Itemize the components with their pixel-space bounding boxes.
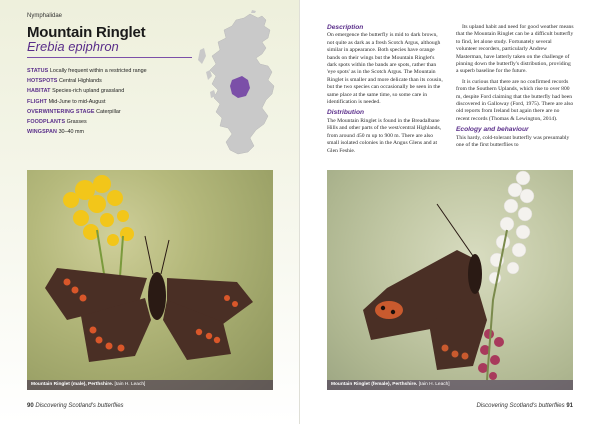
text-column-2 xyxy=(456,24,574,153)
paragraph-ecology: This hardy, cold-tolerant butterfly was presumably one of the first butterflies to xyxy=(456,134,570,149)
page-footer-right xyxy=(476,403,573,409)
fact-status: STATUS Locally frequent within a restricted range xyxy=(27,68,147,74)
hebrides-island xyxy=(198,48,206,64)
heading-ecology: Ecology and behaviour xyxy=(456,126,529,134)
text-column-1 xyxy=(327,24,445,158)
butterfly-female-illustration xyxy=(327,170,573,390)
antenna xyxy=(437,204,473,256)
paragraph-distribution: The Mountain Ringlet is found in the Breadalbane Hills and other parts of the west/central Highlands, from around 450 m up to 900 m. There are also small isolated colonies in the Angus Glens and at Glen Feshie. xyxy=(327,117,442,154)
family-name: Nymphalidae xyxy=(27,13,63,19)
skye-island xyxy=(206,70,212,80)
butterfly-male-illustration xyxy=(27,170,273,390)
species-common-name: Mountain Ringlet xyxy=(27,24,146,41)
running-title-left: Discovering Scotland's butterflies xyxy=(35,403,124,409)
scotland-distribution-map xyxy=(192,10,290,160)
butterfly-body xyxy=(468,254,482,294)
antennae xyxy=(145,236,169,274)
species-latin-name: Erebia epiphron xyxy=(27,39,119,54)
butterfly-body xyxy=(148,272,166,320)
fact-foodplants: FOODPLANTS Grasses xyxy=(27,119,87,126)
photo-female-butterfly xyxy=(327,170,573,390)
photo-caption-male: Mountain Ringlet (male), Perthshire. [Iain H. Leach] xyxy=(27,380,273,390)
orkney-islands xyxy=(251,10,256,13)
title-divider xyxy=(27,57,192,58)
page-footer-left xyxy=(27,403,124,409)
heading-description: Description xyxy=(327,24,364,31)
fact-wingspan: WINGSPAN 30–40 mm xyxy=(27,129,85,136)
fact-habitat: HABITAT Species-rich upland grassland xyxy=(27,88,125,95)
page-number-right: 91 xyxy=(566,403,573,409)
paragraph-upland-habit: Its upland habit and need for good weather means that the Mountain Ringlet can be a difficult butterfly to find, let alone study. Fortunately several volunteer recorders, particularly Andrew Masterman, have latterly taken on the challenge of pinning down the butterfly's distribution, providing a superb baseline for the future. xyxy=(456,24,574,75)
paragraph-southern-uplands: It is curious that there are no confirmed records from the Southern Uplands, which rise to over 800 m, despite Ford claiming that the butterfly had been discovered in Galloway (Ford, 1975). There are also old reports from Ireland but again there are no recent records (Thomas & Lewington, 2014). xyxy=(456,78,574,122)
white-flower-spike xyxy=(489,171,534,284)
running-title-right: Discovering Scotland's butterflies xyxy=(476,403,565,409)
fact-flight: FLIGHT Mid-June to mid-August xyxy=(27,98,106,105)
fact-hotspots: HOTSPOTS Central Highlands xyxy=(27,78,102,85)
paragraph-description: On emergence the butterfly is mid to dark brown, not quite as dark as a fresh Scotch Argus, although similar in appearance. Both species have orange bands on their wings but the Mountain Ringlet's dark spots within the bands are spots, rather than 'eye spots' as in the Scotch Argus. The Mountain Ringlet is smaller and more delicate than its cousin, but the two species can occasionally be seen in the same place at the same time, so some care in identification is needed. xyxy=(327,32,443,106)
fact-overwintering: OVERWINTERING STAGE Caterpillar xyxy=(27,108,121,115)
photo-caption-female: Mountain Ringlet (female), Perthshire. [Iain H. Leach] xyxy=(327,380,573,390)
page-number-left: 90 xyxy=(27,403,34,409)
heading-distribution: Distribution xyxy=(327,109,364,117)
photo-male-butterfly xyxy=(27,170,273,390)
species-facts xyxy=(27,66,197,137)
